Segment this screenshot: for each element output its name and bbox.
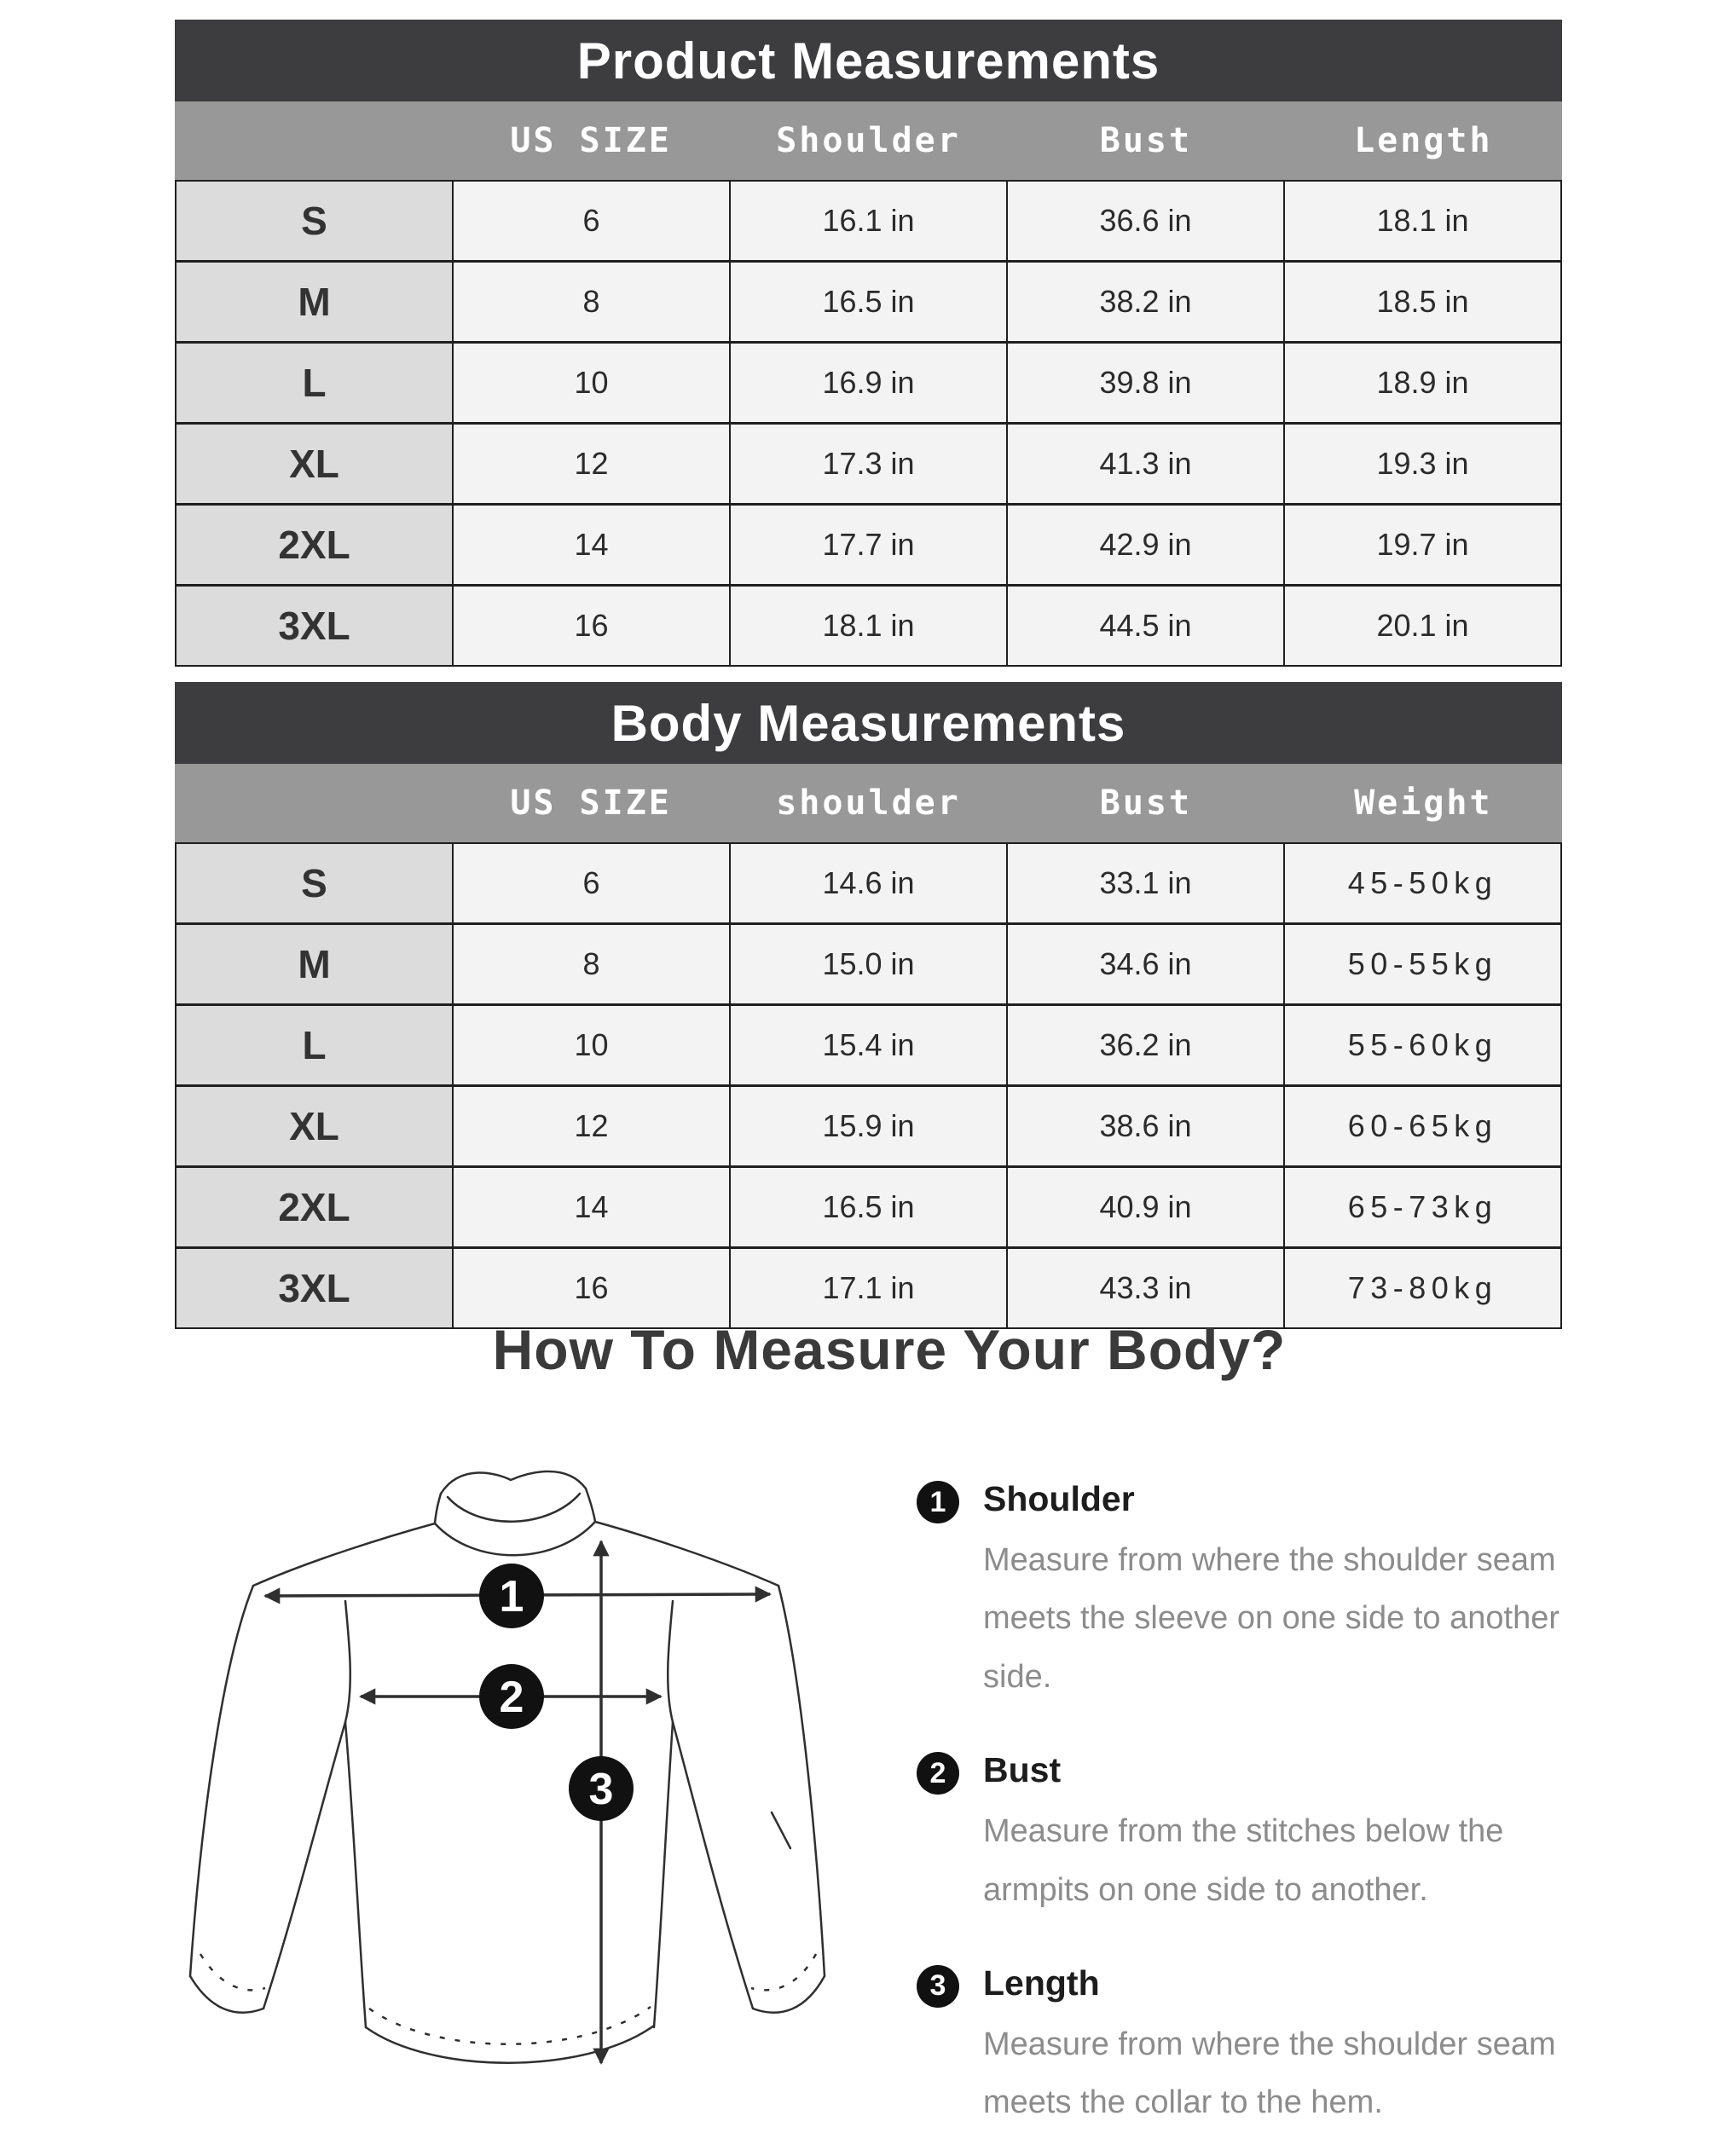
value-cell: 15.9 in: [729, 1087, 1006, 1165]
value-cell: 14: [452, 506, 729, 584]
table-row: [176, 1003, 1560, 1084]
value-cell: 18.5 in: [1283, 263, 1560, 341]
size-label-cell: XL: [176, 425, 452, 503]
value-cell: 20.1 in: [1283, 587, 1560, 665]
value-cell: 60-65kg: [1283, 1087, 1560, 1165]
value-cell: 42.9 in: [1006, 506, 1283, 584]
size-label-cell: 2XL: [176, 1168, 452, 1246]
value-cell: 12: [452, 425, 729, 503]
table-row: [176, 422, 1560, 503]
value-cell: 41.3 in: [1006, 425, 1283, 503]
value-cell: 16: [452, 587, 729, 665]
table-row: [176, 260, 1560, 341]
marker-2: [479, 1664, 544, 1729]
size-label-cell: S: [176, 182, 452, 260]
value-cell: 6: [452, 844, 729, 922]
value-cell: 40.9 in: [1006, 1168, 1283, 1246]
size-label-cell: L: [176, 344, 452, 422]
step-2-badge: 2: [917, 1752, 959, 1795]
column-header-shoulder: Shoulder: [776, 121, 961, 160]
value-cell: 16.5 in: [729, 263, 1006, 341]
value-cell: 19.3 in: [1283, 425, 1560, 503]
column-header-blank: [175, 101, 452, 180]
value-cell: 16.5 in: [729, 1168, 1006, 1246]
value-cell: 8: [452, 925, 729, 1003]
step-1-badge: 1: [917, 1481, 959, 1523]
body-table-title: Body Measurements: [175, 682, 1562, 764]
body-measurements-table: [175, 682, 1562, 1329]
table-row: [176, 1246, 1560, 1327]
hem-dashed-line: [369, 2007, 651, 2044]
table-row: [176, 1165, 1560, 1246]
value-cell: 38.6 in: [1006, 1087, 1283, 1165]
instruction-title: Bust: [983, 1750, 1062, 1790]
product-table-header-row: [175, 101, 1562, 180]
column-header-weight: Weight: [1354, 783, 1493, 823]
svg-text:3: 3: [588, 1765, 614, 1814]
how-to-heading: How To Measure Your Body?: [492, 1318, 1287, 1381]
size-label-cell: S: [176, 844, 452, 922]
value-cell: 36.6 in: [1006, 182, 1283, 260]
value-cell: 65-73kg: [1283, 1168, 1560, 1246]
marker-1: [479, 1564, 544, 1628]
column-header-us-size: US SIZE: [510, 121, 672, 160]
value-cell: 12: [452, 1087, 729, 1165]
value-cell: 18.9 in: [1283, 344, 1560, 422]
size-label-cell: XL: [176, 1087, 452, 1165]
value-cell: 17.7 in: [729, 506, 1006, 584]
body-table-header-row: [175, 764, 1562, 842]
right-armhole-seam: [668, 1601, 673, 1722]
table-row: [176, 842, 1560, 922]
collar-outline: [435, 1471, 595, 1555]
size-label-cell: 3XL: [176, 587, 452, 665]
value-cell: 17.3 in: [729, 425, 1006, 503]
measure-instructions: [917, 1479, 1582, 2133]
shirt-diagram-wrap: [175, 1441, 848, 2097]
value-cell: 15.4 in: [729, 1006, 1006, 1084]
column-header-shoulder: shoulder: [776, 783, 961, 823]
step-3-badge: 3: [917, 1965, 959, 2008]
value-cell: 39.8 in: [1006, 344, 1283, 422]
size-label-cell: M: [176, 925, 452, 1003]
value-cell: 44.5 in: [1006, 587, 1283, 665]
value-cell: 10: [452, 344, 729, 422]
value-cell: 16: [452, 1249, 729, 1327]
table-row: [176, 180, 1560, 260]
value-cell: 10: [452, 1006, 729, 1084]
column-header-bust: Bust: [1099, 783, 1193, 823]
product-measurements-table: [175, 20, 1562, 667]
svg-text:2: 2: [499, 1673, 524, 1722]
value-cell: 73-80kg: [1283, 1249, 1560, 1327]
size-label-cell: L: [176, 1006, 452, 1084]
table-row: [176, 341, 1560, 422]
product-table-title: Product Measurements: [175, 20, 1562, 101]
table-row: [176, 503, 1560, 584]
left-armhole-seam: [345, 1601, 350, 1722]
value-cell: 19.7 in: [1283, 506, 1560, 584]
table-row: [176, 922, 1560, 1003]
value-cell: 16.1 in: [729, 182, 1006, 260]
instruction-text: Measure from the stitches below the armpits on one side to another.: [983, 1813, 1504, 1908]
marker-3: [569, 1756, 634, 1821]
instruction-text: Measure from where the shoulder seam meets the sleeve on one side to another side.: [983, 1542, 1560, 1695]
value-cell: 43.3 in: [1006, 1249, 1283, 1327]
instruction-text: Measure from where the shoulder seam meets the collar to the hem.: [983, 2026, 1556, 2121]
size-label-cell: 3XL: [176, 1249, 452, 1327]
hem-line: [366, 2026, 654, 2063]
column-header-us-size: US SIZE: [510, 783, 672, 823]
column-header-blank: [175, 764, 452, 842]
instruction-shoulder: [917, 1479, 1582, 1706]
instruction-length: [917, 1963, 1582, 2132]
table-row: [176, 1084, 1560, 1165]
left-shoulder-line: [253, 1523, 435, 1586]
left-sleeve-outline: [190, 1586, 345, 2013]
right-shoulder-line: [595, 1522, 778, 1586]
value-cell: 15.0 in: [729, 925, 1006, 1003]
value-cell: 55-60kg: [1283, 1006, 1560, 1084]
value-cell: 18.1 in: [729, 587, 1006, 665]
shirt-diagram: [175, 1441, 848, 2097]
left-body-side: [345, 1722, 366, 2027]
instruction-title: Length: [983, 1962, 1100, 2003]
value-cell: 50-55kg: [1283, 925, 1560, 1003]
value-cell: 14.6 in: [729, 844, 1006, 922]
body-table-body: [175, 842, 1562, 1329]
svg-text:1: 1: [499, 1572, 524, 1621]
instruction-bust: [917, 1750, 1582, 1919]
instruction-title: Shoulder: [983, 1479, 1135, 1518]
column-header-bust: Bust: [1099, 121, 1193, 160]
right-body-side: [654, 1722, 673, 2027]
value-cell: 38.2 in: [1006, 263, 1283, 341]
value-cell: 16.9 in: [729, 344, 1006, 422]
value-cell: 8: [452, 263, 729, 341]
value-cell: 33.1 in: [1006, 844, 1283, 922]
value-cell: 17.1 in: [729, 1249, 1006, 1327]
product-table-body: [175, 180, 1562, 667]
value-cell: 36.2 in: [1006, 1006, 1283, 1084]
column-header-length: Length: [1354, 121, 1493, 160]
value-cell: 6: [452, 182, 729, 260]
table-row: [176, 584, 1560, 665]
size-label-cell: 2XL: [176, 506, 452, 584]
value-cell: 14: [452, 1168, 729, 1246]
value-cell: 45-50kg: [1283, 844, 1560, 922]
size-label-cell: M: [176, 263, 452, 341]
value-cell: 34.6 in: [1006, 925, 1283, 1003]
right-sleeve-outline: [673, 1586, 825, 2013]
value-cell: 18.1 in: [1283, 182, 1560, 260]
